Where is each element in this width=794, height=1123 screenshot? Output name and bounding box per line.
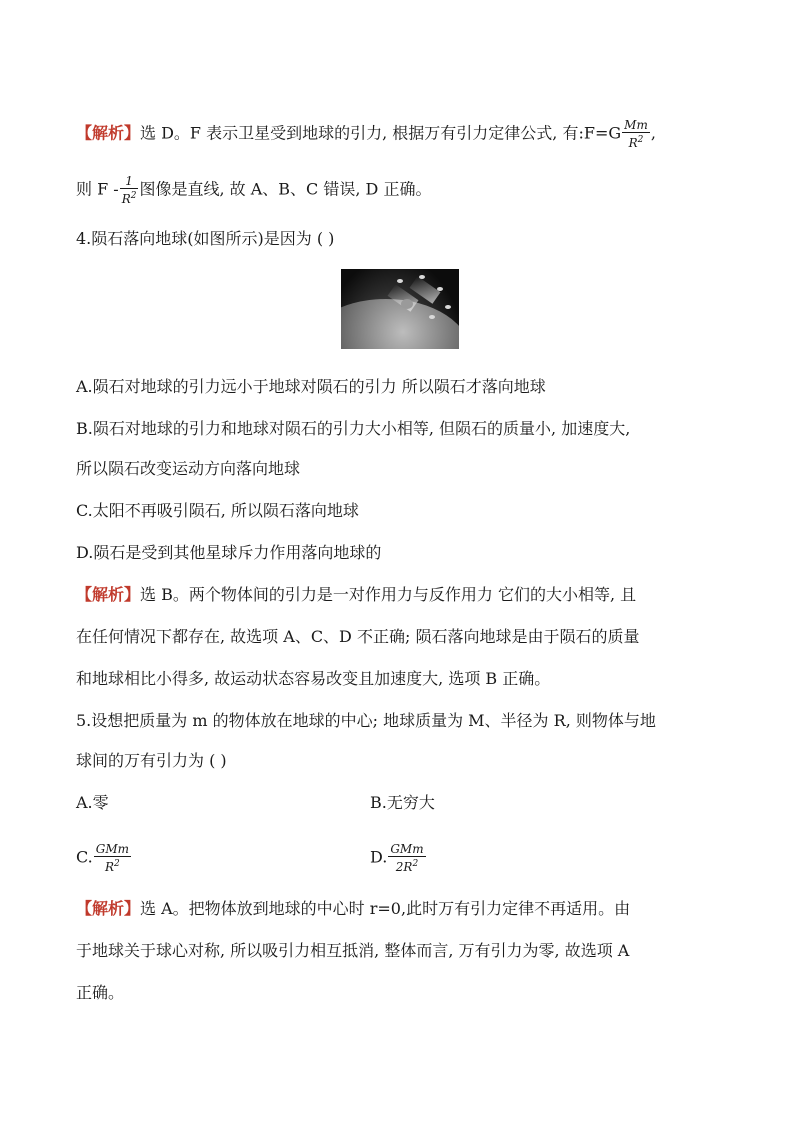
q4-option-b-cont: 所以陨石改变运动方向落向地球 [76,459,301,478]
formula-fraction: $\frac{\text{GMm}}{2R^2}$ [390,842,424,874]
q4-option-b: B.陨石对地球的引力和地球对陨石的引力大小相等, 但陨石的质量小, 加速度大, [76,419,631,438]
analysis-tag: 【解析】 [76,123,141,143]
q5-analysis-line-2: 于地球关于球心对称, 所以吸引力相互抵消, 整体而言, 万有引力为零, 故选项 A [76,941,630,960]
q5-option-a: A.零 [76,793,109,812]
q4-analysis-line-1: 【解析】选 B。两个物体间的引力是一对作用力与反作用力 它们的大小相等, 且 [76,585,637,604]
q4-stem: 4.陨石落向地球(如图所示)是因为 ( ) [76,229,335,248]
q5-option-c: C. $\frac{\text{GMm}}{R^2}$ [76,842,130,874]
q3-analysis-line-2: 则 F - $\frac{1}{R^2}$ 图像是直线, 故 A、B、C 错误, D 正确。 [76,174,432,206]
q5-stem-line-1: 5.设想把质量为 m 的物体放在地球的中心; 地球质量为 M、半径为 R, 则物体与地 [76,711,656,730]
q4-option-d: D.陨石是受到其他星球斥力作用落向地球的 [76,543,382,562]
q5-stem-line-2: 球间的万有引力为 ( ) [76,751,227,770]
formula-fraction: $\frac{\text{GMm}}{R^2}$ [95,842,130,874]
q4-analysis-line-3: 和地球相比小得多, 故运动状态容易改变且加速度大, 选项 B 正确。 [76,669,551,688]
formula-fraction: $\frac{Mm}{R^2}$ [624,118,648,150]
q5-analysis-line-3: 正确。 [76,983,125,1002]
analysis-tag: 【解析】 [76,585,141,604]
q3-analysis-line-1: 【解析】选 D。F 表示卫星受到地球的引力, 根据万有引力定律公式, 有:F=G $\frac{Mm}{R^2}$ , [76,118,656,150]
meteorite-earth-image [341,269,459,349]
q5-analysis-line-1: 【解析】选 A。把物体放到地球的中心时 r=0,此时万有引力定律不再适用。由 [76,899,631,918]
q4-option-c: C.太阳不再吸引陨石, 所以陨石落向地球 [76,501,359,520]
q5-option-b: B.无穷大 [370,793,435,812]
analysis-tag: 【解析】 [76,899,141,918]
q4-analysis-line-2: 在任何情况下都存在, 故选项 A、C、D 不正确; 陨石落向地球是由于陨石的质量 [76,627,640,646]
q5-option-d: D. $\frac{\text{GMm}}{2R^2}$ [370,842,424,874]
formula-fraction: $\frac{1}{R^2}$ [121,174,137,206]
q4-option-a: A.陨石对地球的引力远小于地球对陨石的引力 所以陨石才落向地球 [76,377,546,396]
